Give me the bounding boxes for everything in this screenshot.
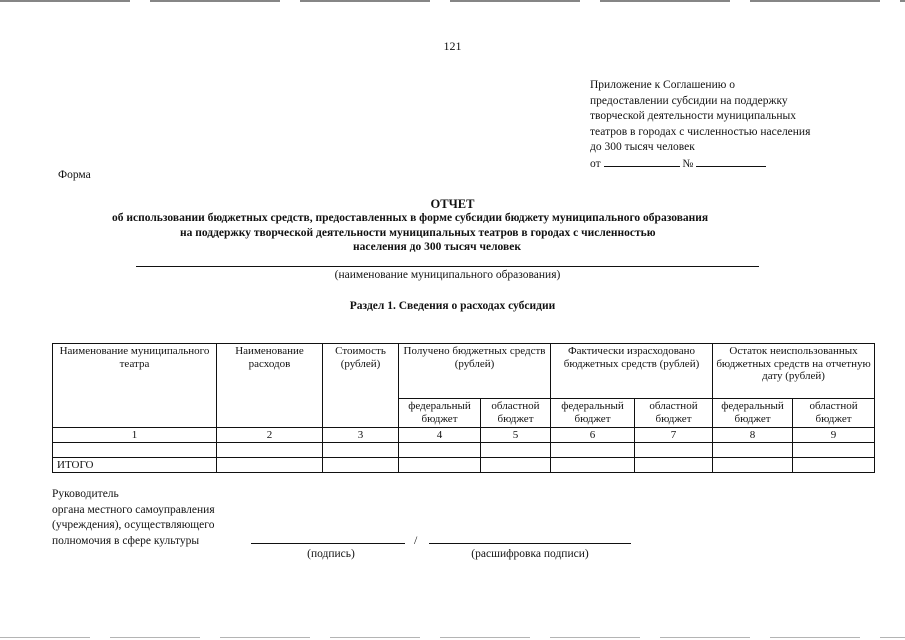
section-title: Раздел 1. Сведения о расходах субсидии [349, 300, 556, 312]
municipality-caption: (наименование муниципального образования) [334, 269, 561, 281]
column-number-row [53, 428, 875, 443]
page-number: 121 [443, 39, 462, 53]
column-number: 1 [53, 428, 217, 443]
signer-line: полномочия в сфере культуры [52, 534, 200, 547]
appendix-line: Приложение к Соглашению о [590, 79, 735, 91]
appendix-line: предоставлении субсидии на поддержку [590, 94, 788, 107]
column-number: 7 [635, 428, 713, 443]
appendix-line: творческой деятельности муниципальных [590, 110, 796, 122]
column-number: 2 [217, 428, 323, 443]
signer-line: органа местного самоуправления [52, 503, 215, 516]
agreement-date-number-line [590, 156, 860, 173]
header-theater-name: Наименование муниципального театра [53, 344, 217, 428]
table-cell[interactable] [713, 443, 793, 458]
scan-bottom-border [0, 637, 905, 638]
signature-separator: / [414, 533, 418, 547]
subtitle-line: населения до 300 тысяч человек [353, 241, 521, 253]
table-cell[interactable] [635, 458, 713, 473]
header-cost: Стоимость (рублей) [323, 344, 399, 428]
appendix-line: театров в городах с численностью населения [590, 125, 811, 138]
number-blank [696, 156, 766, 167]
appendix-block [590, 78, 860, 172]
subsidy-expenses-table [52, 343, 875, 473]
table-cell[interactable] [551, 443, 635, 458]
header-expense-name: Наименование расходов [217, 344, 323, 428]
header-regional-budget: областной бюджет [793, 399, 875, 428]
appendix-line: до 300 тысяч человек [590, 141, 695, 153]
table-cell[interactable] [713, 458, 793, 473]
header-received: Получено бюджетных средств (рублей) [399, 344, 551, 399]
date-prefix: от [590, 157, 601, 170]
signer-line: (учреждения), осуществляющего [52, 519, 215, 531]
subtitle-line: об использовании бюджетных средств, предоставленных в форме субсидии бюджету муниципального образования [112, 212, 709, 224]
municipality-name-line [136, 266, 759, 267]
column-number: 4 [399, 428, 481, 443]
subtitle-line: на поддержку творческой деятельности муниципальных театров в городах с численностью [180, 226, 656, 239]
table-row [53, 443, 875, 458]
signature-decoding-caption: (расшифровка подписи) [471, 548, 589, 560]
column-number: 9 [793, 428, 875, 443]
column-number: 5 [481, 428, 551, 443]
number-sign: № [682, 157, 694, 170]
signature-line[interactable] [251, 543, 405, 544]
form-label: Форма [58, 169, 91, 181]
column-number: 8 [713, 428, 793, 443]
table-cell[interactable] [323, 443, 399, 458]
signature-caption: (подпись) [307, 548, 355, 560]
date-blank [604, 156, 680, 167]
header-federal-budget: федеральный бюджет [399, 399, 481, 428]
table-cell[interactable] [323, 458, 399, 473]
signer-block [52, 487, 262, 549]
scan-top-border [0, 0, 905, 2]
total-label: ИТОГО [53, 458, 217, 473]
table-cell[interactable] [793, 443, 875, 458]
table-cell[interactable] [217, 443, 323, 458]
header-regional-budget: областной бюджет [481, 399, 551, 428]
total-row [53, 458, 875, 473]
column-number: 6 [551, 428, 635, 443]
signer-line: Руководитель [52, 488, 119, 500]
table-cell[interactable] [399, 458, 481, 473]
header-remaining: Остаток неиспользованных бюджетных средств на отчетную дату (рублей) [713, 344, 875, 399]
column-number: 3 [323, 428, 399, 443]
table-cell[interactable] [217, 458, 323, 473]
report-title: ОТЧЕТ [430, 197, 475, 211]
table-cell[interactable] [53, 443, 217, 458]
table-cell[interactable] [481, 458, 551, 473]
table-cell[interactable] [551, 458, 635, 473]
header-federal-budget: федеральный бюджет [551, 399, 635, 428]
signature-decoding-line[interactable] [429, 543, 631, 544]
table-cell[interactable] [481, 443, 551, 458]
table-cell[interactable] [793, 458, 875, 473]
table-cell[interactable] [399, 443, 481, 458]
table-cell[interactable] [635, 443, 713, 458]
header-federal-budget: федеральный бюджет [713, 399, 793, 428]
report-subtitle [60, 211, 850, 255]
header-spent: Фактически израсходовано бюджетных средств (рублей) [551, 344, 713, 399]
header-regional-budget: областной бюджет [635, 399, 713, 428]
